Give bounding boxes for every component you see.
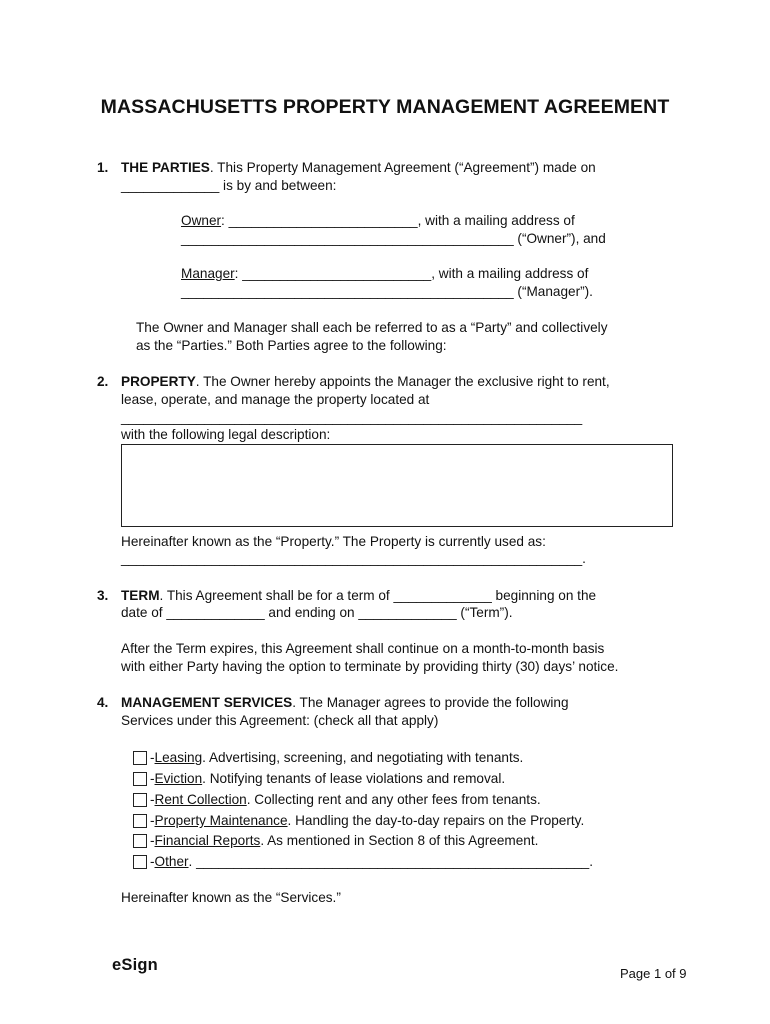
section-1-line-1 [121,159,596,177]
leasing-checkbox[interactable] [133,751,147,765]
property-use-field[interactable]: _____________________________________________________________. [121,551,586,566]
service-name: Rent Collection [154,792,247,807]
parties-definition-line-2: as the “Parties.” Both Parties agree to the following: [136,338,447,353]
section-1-line-1-text: . This Property Management Agreement (“Agreement”) made on [209,160,596,175]
section-3-number: 3. [97,588,109,603]
owner-line-1 [181,212,575,230]
financial-reports-checkbox[interactable] [133,834,147,848]
manager-label: Manager [181,266,235,281]
owner-label: Owner [181,213,222,228]
service-name: Financial Reports [154,833,261,848]
section-3-line-1 [121,587,596,605]
section-4-line-1-text: . The Manager agrees to provide the following [292,695,569,710]
service-description: . Advertising, screening, and negotiating with tenants. [202,750,524,765]
parties-definition-line-1: The Owner and Manager shall each be referred to as a “Party” and collectively [136,320,608,335]
service-option-leasing [133,749,523,767]
section-2-line-1 [121,373,610,391]
section-2-number: 2. [97,374,109,389]
page-number: Page 1 of 9 [620,966,687,981]
service-dash: - [150,771,155,786]
section-1-heading: THE PARTIES [121,160,210,175]
section-3-heading: TERM [121,588,160,603]
service-name: Other [154,854,189,869]
service-name: Property Maintenance [154,813,288,828]
service-option-rent-collection [133,791,541,809]
document-title: MASSACHUSETTS PROPERTY MANAGEMENT AGREEMENT [100,96,670,118]
manager-field[interactable]: : _________________________, with a mailing address of [234,266,589,281]
owner-address-field[interactable]: ____________________________________________ (“Owner”), and [181,231,606,246]
section-3-line-2[interactable]: date of _____________ and ending on _____________ (“Term”). [121,605,513,620]
esign-logo: eSign [112,956,158,974]
service-description: . Notifying tenants of lease violations and removal. [202,771,506,786]
service-description: . As mentioned in Section 8 of this Agreement. [260,833,539,848]
section-4-line-1 [121,694,569,712]
eviction-checkbox[interactable] [133,772,147,786]
service-description: . Handling the day-to-day repairs on the Property. [287,813,585,828]
section-4-heading: MANAGEMENT SERVICES [121,695,293,710]
section-4-number: 4. [97,695,109,710]
manager-line-1 [181,265,588,283]
service-dash: - [150,750,155,765]
legal-description-label: with the following legal description: [121,427,331,442]
manager-address-field[interactable]: ____________________________________________ (“Manager”). [181,284,593,299]
term-renewal-line-1: After the Term expires, this Agreement shall continue on a month-to-month basis [121,641,605,656]
term-renewal-line-2: with either Party having the option to terminate by providing thirty (30) days’ notice. [121,659,619,674]
service-dash: - [150,833,155,848]
service-dash: - [150,854,155,869]
service-option-eviction [133,770,505,788]
property-use-line-1: Hereinafter known as the “Property.” The Property is currently used as: [121,534,546,549]
legal-description-box[interactable] [121,444,673,527]
service-name: Eviction [154,771,203,786]
owner-field[interactable]: : _________________________, with a mailing address of [221,213,575,228]
section-2-line-1-text: . The Owner hereby appoints the Manager the exclusive right to rent, [195,374,610,389]
section-3-line-1-text[interactable]: . This Agreement shall be for a term of _____________ beginning on the [159,588,597,603]
service-option-financial-reports [133,832,538,850]
section-1-number: 1. [97,160,109,175]
service-dash: - [150,813,155,828]
section-2-heading: PROPERTY [121,374,196,389]
service-option-property-maintenance [133,812,584,830]
section-1-line-2: _____________ is by and between: [121,178,337,193]
section-4-line-2: Services under this Agreement: (check all that apply) [121,713,439,728]
services-definition: Hereinafter known as the “Services.” [121,890,341,905]
service-description: . Collecting rent and any other fees from tenants. [246,792,541,807]
service-name: Leasing [154,750,203,765]
section-2-line-2: lease, operate, and manage the property located at [121,392,430,407]
other-checkbox[interactable] [133,855,147,869]
service-dash: - [150,792,155,807]
service-option-other [133,853,593,871]
other-service-field[interactable]: . ____________________________________________________. [188,854,593,869]
property-address-field[interactable]: _____________________________________________________________ [121,410,583,425]
property-maintenance-checkbox[interactable] [133,814,147,828]
rent-collection-checkbox[interactable] [133,793,147,807]
